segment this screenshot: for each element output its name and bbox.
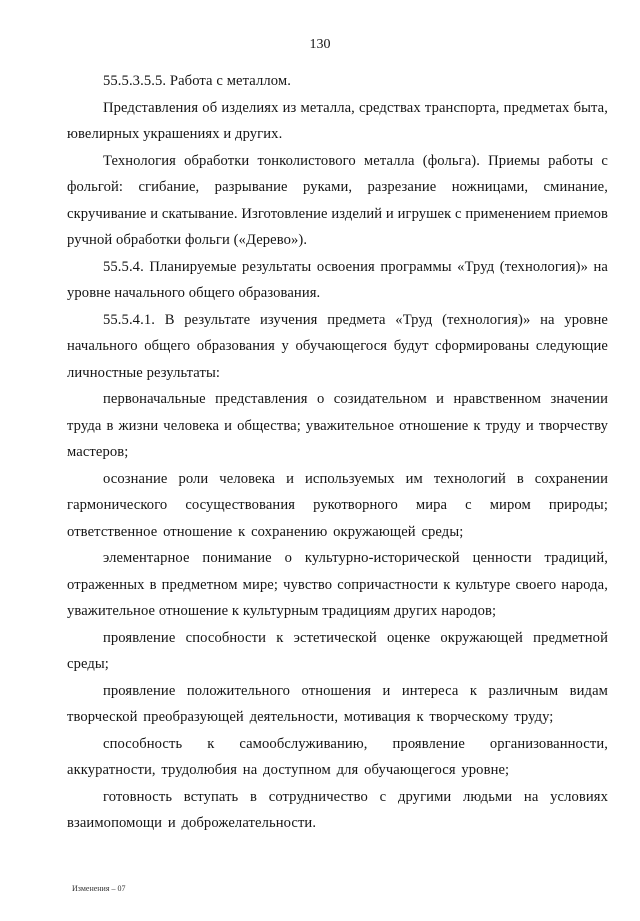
list-item-positive-attitude: проявление положительного отношения и интереса к различным видам творческой преобразующей деятельности, мотивация к творческому труду; — [67, 682, 608, 725]
list-item-aesthetic-evaluation: проявление способности к эстетической оценке окружающей предметной среды; — [67, 629, 608, 672]
page-number: 130 — [309, 37, 331, 52]
paragraph-foil-technology: Технология обработки тонколистового металла (фольга). Приемы работы с фольгой: сгибание, разрывание руками, разрезание ножницами, сминание, скручивание и скатывание. Изготовление изделий и игрушек с применением приемов ручной обработки фольги («Дерево»). — [67, 152, 608, 248]
list-item-human-role: осознание роли человека и используемых им технологий в сохранении гармонического сосуществования рукотворного мира с миром природы; ответственное отношение к сохранению окружающей среды; — [67, 470, 608, 540]
section-heading-metal-work: 55.5.3.5.5. Работа с металлом. — [103, 73, 291, 89]
list-item-self-service: способность к самообслуживанию, проявление организованности, аккуратности, трудолюбия на доступном для обучающегося уровне; — [67, 735, 608, 778]
list-item-labor-ideas: первоначальные представления о созидательном и нравственном значении труда в жизни человека и общества; уважительное отношение к труду и творчеству мастеров; — [67, 391, 608, 460]
paragraph-metal-products: Представления об изделиях из металла, средствах транспорта, предметах быта, ювелирных украшениях и других. — [67, 99, 608, 142]
section-heading-planned-results: 55.5.4. Планируемые результаты освоения программы «Труд (технология)» на уровне начального общего образования. — [67, 258, 608, 301]
paragraph-personal-results-intro: 55.5.4.1. В результате изучения предмета «Труд (технология)» на уровне начального общего образования у обучающегося будут сформированы следующие личностные результаты: — [67, 311, 608, 381]
document-body — [67, 68, 608, 837]
list-item-cultural-value: элементарное понимание о культурно-исторической ценности традиций, отраженных в предметном мире; чувство сопричастности к культуре своего народа, уважительное отношение к культурным традициям других народов; — [67, 550, 608, 619]
footer-revision-note: Изменения – 07 — [72, 884, 126, 893]
list-item-cooperation: готовность вступать в сотрудничество с другими людьми на условиях взаимопомощи и доброжелательности. — [67, 788, 608, 831]
